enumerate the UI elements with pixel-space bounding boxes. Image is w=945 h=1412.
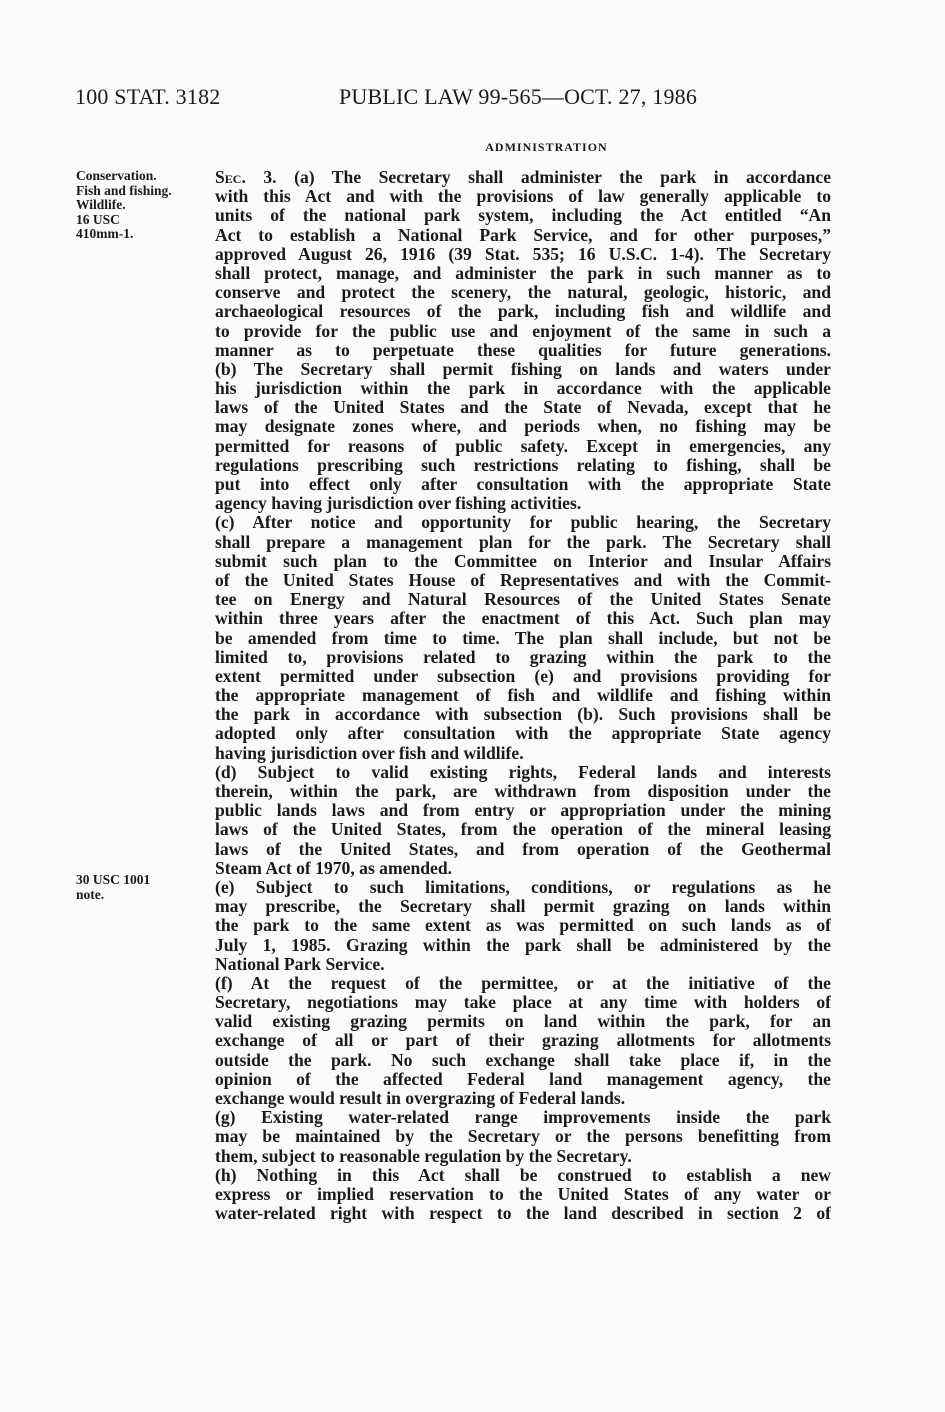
body-line: July 1, 1985. Grazing within the park shall be administered by the	[215, 935, 831, 955]
section-heading: ADMINISTRATION	[485, 140, 608, 154]
body-line: exchange of all or part of their grazing allotments for allotments	[215, 1031, 831, 1051]
body-line: extent permitted under subsection (e) and provisions providing for	[215, 666, 831, 686]
body-line: Secretary, negotiations may take place at any time with holders of	[215, 993, 831, 1013]
body-line: outside the park. No such exchange shall take place if, in the	[215, 1050, 831, 1070]
margin-note-line: 30 USC 1001	[76, 872, 151, 887]
body-line: having jurisdiction over fish and wildlife.	[215, 743, 524, 763]
body-line: put into effect only after consultation with the appropriate State	[215, 475, 831, 494]
body-line: Act to establish a National Park Service, and for other purposes,”	[215, 225, 831, 245]
body-line: with this Act and with the provisions of law generally applicable to	[215, 187, 831, 207]
body-line: permitted for reasons of public safety. Except in emergencies, any	[215, 436, 831, 456]
body-line: Sec. 3. (a) The Secretary shall administer the park in accordance	[215, 168, 831, 187]
body-line: valid existing grazing permits on land within the park, for an	[215, 1012, 831, 1032]
body-line: (e) Subject to such limitations, conditions, or regulations as he	[215, 877, 831, 897]
body-line: regulations prescribing such restrictions relating to fishing, shall be	[215, 455, 831, 475]
body-line: opinion of the affected Federal land management agency, the	[215, 1069, 831, 1089]
margin-note-conservation	[76, 169, 206, 242]
body-line: (h) Nothing in this Act shall be construed to establish a new	[215, 1165, 831, 1185]
body-line: the appropriate management of fish and wildlife and fishing within	[215, 686, 831, 706]
public-law-title: PUBLIC LAW 99-565—OCT. 27, 1986	[339, 84, 698, 109]
body-line: agency having jurisdiction over fishing activities.	[215, 494, 582, 514]
body-line: manner as to perpetuate these qualities for future generations.	[215, 340, 831, 360]
margin-note-usc-1001	[76, 873, 206, 902]
body-line: within three years after the enactment of this Act. Such plan may	[215, 609, 831, 629]
body-line: may designate zones where, and periods when, no fishing may be	[215, 417, 831, 437]
body-line: (c) After notice and opportunity for public hearing, the Secretary	[215, 513, 831, 533]
margin-note-line: note.	[76, 886, 105, 902]
body-line: therein, within the park, are withdrawn from disposition under the	[215, 782, 831, 801]
body-line: archaeological resources of the park, including fish and wildlife and	[215, 302, 831, 322]
page-header	[75, 84, 875, 114]
body-line: laws of the United States, from the operation of the mineral leasing	[215, 820, 831, 840]
body-line: water-related right with respect to the land described in section 2 of	[215, 1204, 831, 1224]
body-line: to provide for the public use and enjoyment of the same in such a	[215, 321, 831, 341]
body-line: conserve and protect the scenery, the natural, geologic, historic, and	[215, 283, 831, 303]
body-line: limited to, provisions related to grazing within the park to the	[215, 647, 831, 667]
body-line: of the United States House of Representatives and with the Commit-	[215, 570, 831, 590]
body-line: the park to the same extent as was permitted on such lands as of	[215, 916, 831, 936]
body-line: submit such plan to the Committee on Interior and Insular Affairs	[215, 551, 831, 571]
body-line: units of the national park system, including the Act entitled “An	[215, 206, 831, 226]
body-line: (b) The Secretary shall permit fishing on lands and waters under	[215, 359, 831, 379]
body-line: express or implied reservation to the United States of any water or	[215, 1184, 831, 1204]
body-line: be amended from time to time. The plan shall include, but not be	[215, 628, 831, 648]
section-body	[215, 168, 831, 1223]
body-line: shall protect, manage, and administer the park in such manner as to	[215, 263, 831, 283]
body-line: National Park Service.	[215, 954, 385, 974]
body-line: adopted only after consultation with the appropriate State agency	[215, 724, 831, 744]
body-line: laws of the United States and the State of Nevada, except that he	[215, 398, 831, 418]
margin-note-line: Wildlife.	[76, 197, 126, 212]
margin-note-line: 410mm-1.	[76, 226, 134, 241]
margin-note-line: Conservation.	[76, 168, 157, 183]
body-line: public lands laws and from entry or appropriation under the mining	[215, 801, 831, 821]
body-line: (d) Subject to valid existing rights, Federal lands and interests	[215, 762, 831, 782]
margin-note-line: Fish and fishing.	[76, 182, 172, 198]
body-line: the park in accordance with subsection (b). Such provisions shall be	[215, 705, 831, 725]
body-line: shall prepare a management plan for the park. The Secretary shall	[215, 532, 831, 552]
body-line: his jurisdiction within the park in accordance with the applicable	[215, 379, 831, 399]
body-line: exchange would result in overgrazing of Federal lands.	[215, 1089, 626, 1108]
section-label: Sec.	[215, 168, 246, 187]
body-line: Steam Act of 1970, as amended.	[215, 858, 453, 878]
body-line: them, subject to reasonable regulation by the Secretary.	[215, 1146, 632, 1166]
body-line: (f) At the request of the permittee, or at the initiative of the	[215, 973, 831, 993]
stat-citation: 100 STAT. 3182	[75, 84, 221, 109]
body-line: (g) Existing water-related range improvements inside the park	[215, 1108, 831, 1128]
body-line: may prescribe, the Secretary shall permit grazing on lands within	[215, 897, 831, 917]
body-line: laws of the United States, and from operation of the Geothermal	[215, 839, 831, 859]
body-line: tee on Energy and Natural Resources of the United States Senate	[215, 590, 831, 610]
margin-note-line: 16 USC	[76, 211, 120, 227]
body-line: approved August 26, 1916 (39 Stat. 535; 16 U.S.C. 1-4). The Secretary	[215, 244, 831, 264]
body-line: may be maintained by the Secretary or the persons benefitting from	[215, 1127, 831, 1147]
